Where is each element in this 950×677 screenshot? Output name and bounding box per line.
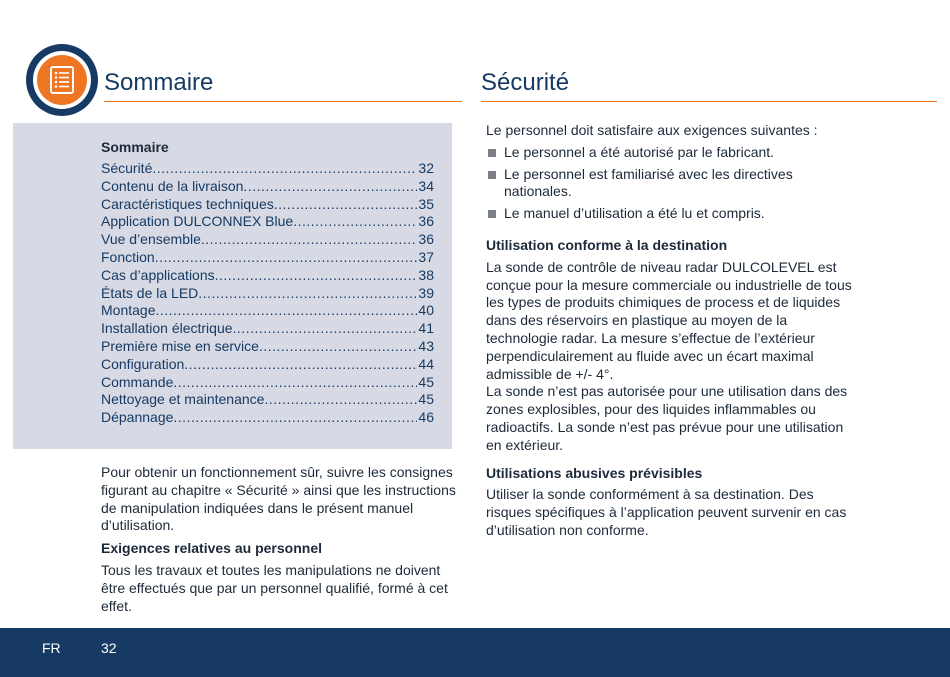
toc-item-label: Première mise en service [101,337,259,354]
toc-item-label: Montage [101,302,156,319]
toc-item-label: Nettoyage et maintenance [101,391,265,408]
requirements-list [486,144,854,223]
toc-item-label: Contenu de la livraison [101,177,244,194]
footer-language: FR [42,640,61,656]
toc-item-label: Application DULCONNEX Blue [101,213,294,230]
logo [26,44,98,116]
toc-item-label: États de la LED [101,284,199,301]
header-divider-left [104,101,462,102]
toc-item-label: Configuration [101,355,185,372]
right-column-body [486,122,854,540]
toc-item-application[interactable] [101,213,434,231]
toc-item-nettoyage[interactable] [101,391,434,409]
toc-item-label: Fonction [101,248,155,265]
section-title-left: Sommaire [104,69,214,96]
toc-item-page: 45 [418,391,434,408]
toc-item-page: 39 [418,284,434,301]
section-title-right: Sécurité [481,69,570,96]
toc-item-label: Commande [101,373,174,390]
toc-heading: Sommaire [101,139,169,155]
toc-item-label: Installation électrique [101,320,233,337]
toc-item-label: Cas d’applications [101,266,215,283]
requirement-item: Le manuel d’utilisation a été lu et compris. [486,205,854,223]
document-list-icon [50,66,74,94]
toc-item-montage[interactable] [101,302,434,320]
toc-item-securite[interactable] [101,160,434,178]
toc-item-label: Dépannage [101,409,174,426]
toc-list [101,160,434,427]
toc-item-depannage[interactable] [101,409,434,427]
intended-use-restrictions: La sonde n’est pas autorisée pour une utilisation dans des zones explosibles, pour des liquides inflammables ou radioactifs. La sonde n’est pas prévue pour une utilisation en extérieur. [486,383,848,453]
requirement-item: Le personnel a été autorisé par le fabricant. [486,144,854,162]
staff-requirements-paragraph: Tous les travaux et toutes les manipulations ne doivent être effectués que par un personnel qualifié, formé à cet effet. [101,561,448,614]
toc-item-cas[interactable] [101,267,434,285]
toc-item-contenu[interactable] [101,178,434,196]
toc-item-installation[interactable] [101,320,434,338]
requirement-item: Le personnel est familiarisé avec les directives nationales. [486,166,854,202]
intended-use-heading: Utilisation conforme à la destination [486,236,728,253]
staff-requirements-heading: Exigences relatives au personnel [101,540,322,557]
toc-item-label: Vue d’ensemble [101,231,201,248]
intended-use-paragraph: La sonde de contrôle de niveau radar DULCOLEVEL est conçue pour la mesure commerciale ou industrielle de tous les types de produits chimiques de process et de liquides dans des réservoirs en plastique au moyen de la technologie radar. La mesure s’effectue de l’extérieur perpendiculairement au fluide avec un écart maximal admissible de +/- 4°. [486,258,852,382]
toc-item-label: Caractéristiques techniques [101,195,274,212]
toc-item-page: 35 [418,195,434,212]
toc-item-page: 41 [418,320,434,337]
toc-item-page: 43 [418,337,434,354]
intro-paragraph: Pour obtenir un fonctionnement sûr, suivre les consignes figurant au chapitre « Sécurité » ainsi que les instructions de manipulation indiquées dans le présent manuel d’utilisation. [101,464,456,534]
toc-item-caracteristiques[interactable] [101,196,434,214]
toc-item-label: Sécurité [101,160,153,176]
toc-item-page: 38 [418,266,434,283]
toc-item-page: 34 [418,177,434,194]
toc-item-page: 32 [418,160,434,176]
toc-item-fonction[interactable] [101,249,434,267]
footer-bar [0,628,950,677]
toc-item-configuration[interactable] [101,356,434,374]
misuse-paragraph: Utiliser la sonde conformément à sa destination. Des risques spécifiques à l’application peuvent survenir en cas d’utilisation non conforme. [486,486,847,538]
toc-item-page: 36 [418,231,434,248]
toc-item-page: 45 [418,373,434,390]
toc-item-page: 46 [418,409,434,426]
toc-item-page: 37 [418,248,434,265]
toc-item-page: 44 [418,355,434,372]
toc-item-premiere-mise[interactable] [101,338,434,356]
header-divider-right [481,101,937,102]
toc-item-page: 36 [418,213,434,230]
misuse-heading: Utilisations abusives prévisibles [486,464,703,481]
requirements-intro: Le personnel doit satisfaire aux exigences suivantes : [486,122,818,138]
toc-item-etats-led[interactable] [101,285,434,303]
footer-page-number: 32 [101,640,117,656]
toc-item-commande[interactable] [101,374,434,392]
table-of-contents [13,123,452,449]
left-column-body [101,464,463,615]
toc-item-page: 40 [418,302,434,319]
toc-item-vue[interactable] [101,231,434,249]
